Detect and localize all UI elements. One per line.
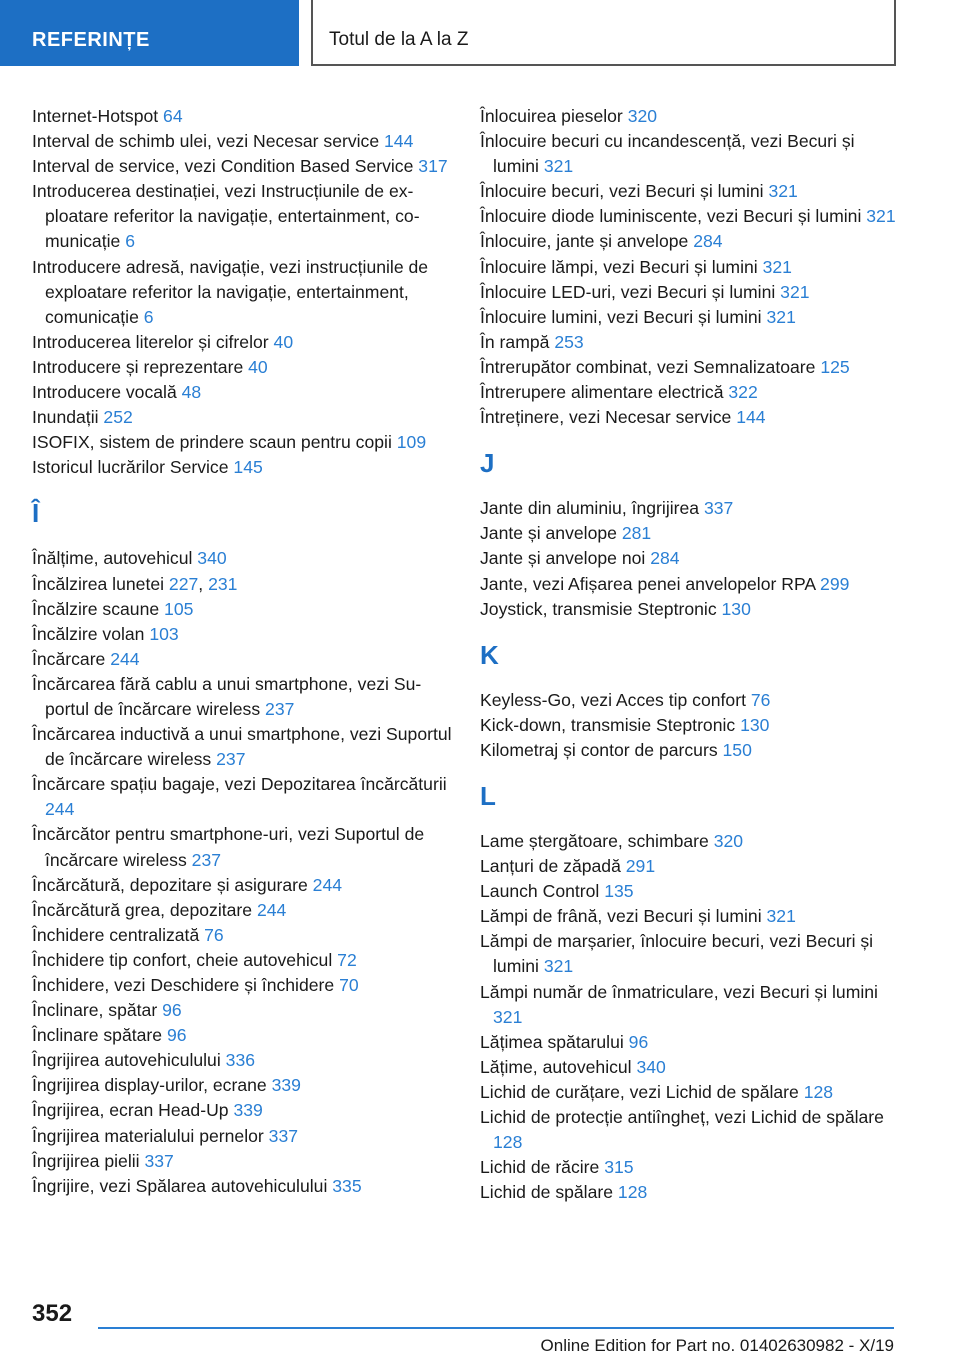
index-entry bbox=[32, 546, 452, 571]
index-term: Închidere centralizată bbox=[32, 924, 200, 945]
index-entry bbox=[32, 722, 452, 772]
index-entry bbox=[32, 647, 452, 672]
index-term: Introducerea literelor și cifrelor bbox=[32, 331, 269, 352]
index-entry bbox=[32, 430, 452, 455]
index-entry bbox=[480, 1105, 900, 1155]
chapter-title: Totul de la A la Z bbox=[311, 0, 896, 66]
page-reference-link[interactable]: 321 bbox=[766, 906, 796, 927]
index-term: Înlocuire becuri, vezi Becuri și lumini bbox=[480, 181, 764, 202]
page-reference-link[interactable]: 128 bbox=[617, 1182, 648, 1203]
page-reference-link[interactable]: 48 bbox=[181, 382, 202, 403]
page-reference-link[interactable]: 237 bbox=[191, 849, 222, 870]
index-term: Jante și anvelope bbox=[480, 523, 617, 544]
index-column-left bbox=[32, 104, 452, 1199]
page-reference-link[interactable]: 231 bbox=[208, 573, 238, 594]
page-reference-link[interactable]: 321 bbox=[766, 306, 796, 327]
index-entry bbox=[480, 929, 900, 979]
page-reference-link[interactable]: 291 bbox=[625, 856, 656, 877]
index-term: Înclinare, spătar bbox=[32, 1000, 158, 1021]
page-reference-link[interactable]: 244 bbox=[110, 648, 140, 669]
index-term: Înlocuire LED-uri, vezi Becuri și lumini bbox=[480, 281, 776, 302]
index-term: Îngrijirea, ecran Head-Up bbox=[32, 1100, 229, 1121]
index-term: Îngrijirea display-urilor, ecrane bbox=[32, 1075, 267, 1096]
index-entry bbox=[480, 1080, 900, 1105]
index-term: Joystick, transmisie Steptronic bbox=[480, 598, 717, 619]
index-term: Înlocuire becuri cu incandescență, vezi Becuri și lumini bbox=[480, 131, 855, 177]
index-entry bbox=[480, 280, 900, 305]
index-term: Inundații bbox=[32, 407, 99, 428]
page-reference-link[interactable]: 339 bbox=[271, 1075, 301, 1096]
page-reference-link[interactable]: 253 bbox=[554, 331, 584, 352]
index-term: Încălzire volan bbox=[32, 623, 145, 644]
index-term: Launch Control bbox=[480, 881, 600, 902]
page-reference-link[interactable]: 105 bbox=[164, 598, 194, 619]
page-reference-link[interactable]: 299 bbox=[820, 573, 850, 594]
index-entry bbox=[480, 1155, 900, 1180]
page-reference-link[interactable]: 40 bbox=[273, 331, 294, 352]
index-entry bbox=[480, 546, 900, 571]
page-reference-link[interactable]: 130 bbox=[721, 598, 751, 619]
page-reference-link[interactable]: 322 bbox=[728, 382, 758, 403]
index-term: Introducere vocală bbox=[32, 382, 177, 403]
index-term: Încărcarea fără cablu a unui smartphone, vezi Suportul de încărcare wireless bbox=[32, 673, 422, 719]
page-reference-link[interactable]: 336 bbox=[225, 1050, 256, 1071]
index-term: Îngrijirea materialului pernelor bbox=[32, 1125, 264, 1146]
index-entry bbox=[32, 998, 452, 1023]
page-reference-link[interactable]: 340 bbox=[636, 1056, 666, 1077]
index-entry bbox=[480, 572, 900, 597]
index-term: Înclinare spătare bbox=[32, 1025, 163, 1046]
page-reference-link[interactable]: 128 bbox=[493, 1132, 523, 1153]
page-reference-link[interactable]: 237 bbox=[265, 698, 295, 719]
index-entry bbox=[32, 948, 452, 973]
index-entry bbox=[32, 129, 452, 154]
index-entry bbox=[480, 355, 900, 380]
page-reference-link[interactable]: 145 bbox=[233, 457, 263, 478]
index-entry bbox=[480, 1055, 900, 1080]
index-term: Îngrijirea autovehiculului bbox=[32, 1050, 221, 1071]
index-term: Închidere, vezi Deschidere și închidere bbox=[32, 975, 335, 995]
index-term: Încărcare bbox=[32, 648, 106, 669]
index-entry bbox=[32, 1098, 452, 1123]
page-reference-link[interactable]: 321 bbox=[762, 256, 792, 277]
index-term: Încărcătură, depozitare și asigurare bbox=[32, 874, 308, 895]
index-entry bbox=[32, 330, 452, 355]
page-reference-link[interactable]: 227 bbox=[168, 573, 199, 594]
index-term: ISOFIX, sistem de prindere scaun pentru copii bbox=[32, 432, 392, 453]
index-entry bbox=[480, 980, 900, 1030]
page-reference-link[interactable]: 321 bbox=[543, 156, 574, 177]
index-term: Interval de schimb ulei, vezi Necesar service bbox=[32, 131, 380, 152]
index-term: Jante din aluminiu, îngrijirea bbox=[480, 498, 700, 519]
index-term: Jante, vezi Afișarea penei anvelopelor RPA bbox=[480, 573, 816, 594]
index-entry bbox=[32, 622, 452, 647]
index-entry bbox=[32, 597, 452, 622]
index-term: Încărcare spațiu bagaje, vezi Depozitarea încărcăturii bbox=[32, 774, 447, 795]
page-reference-link[interactable]: 244 bbox=[256, 899, 287, 920]
index-term: Internet-Hotspot bbox=[32, 106, 159, 126]
page-reference-link[interactable]: 244 bbox=[312, 874, 343, 895]
index-term: Îngrijirea pielii bbox=[32, 1150, 140, 1171]
index-entry bbox=[32, 255, 452, 330]
index-term: Înlocuire diode luminiscente, vezi Becuri și lumini bbox=[480, 206, 862, 227]
page-reference-link[interactable]: 76 bbox=[204, 924, 224, 945]
page-reference-link[interactable]: 321 bbox=[780, 281, 810, 302]
index-column-right bbox=[480, 104, 900, 1205]
index-entry bbox=[32, 179, 452, 254]
index-term: Înlocuirea pieselor bbox=[480, 106, 623, 126]
index-entry bbox=[32, 822, 452, 872]
index-letter-heading: L bbox=[480, 780, 496, 811]
index-term: Lățimea spătarului bbox=[480, 1031, 624, 1052]
index-term: Încărcător pentru smartphone-uri, vezi Suportul de încărcare wireless bbox=[32, 824, 425, 870]
index-entry bbox=[480, 330, 900, 355]
index-term: Lichid de răcire bbox=[480, 1157, 600, 1178]
page-reference-link[interactable]: 135 bbox=[604, 881, 634, 902]
page-reference-link[interactable]: 76 bbox=[750, 689, 771, 710]
index-term: Înlocuire, jante și anvelope bbox=[480, 231, 689, 252]
index-term: Istoricul lucrărilor Service bbox=[32, 457, 229, 478]
index-entry bbox=[32, 898, 452, 923]
page-reference-link[interactable]: 335 bbox=[332, 1175, 362, 1196]
index-term: Interval de service, vezi Condition Based Service bbox=[32, 156, 414, 177]
page-reference-link[interactable]: 109 bbox=[396, 432, 427, 453]
page-reference-link[interactable]: 337 bbox=[703, 498, 734, 519]
index-entry bbox=[32, 405, 452, 430]
index-entry bbox=[32, 1073, 452, 1098]
index-entry bbox=[32, 154, 452, 179]
index-entry bbox=[32, 873, 452, 898]
index-entry bbox=[32, 772, 452, 822]
index-term: Introducerea destinației, vezi Instrucțiunile de exploatare referitor la navigație, entertainment, comunicație bbox=[32, 181, 420, 252]
index-entry bbox=[480, 854, 900, 879]
index-term: Încălzirea lunetei bbox=[32, 573, 165, 594]
page-reference-link[interactable]: 96 bbox=[166, 1025, 187, 1046]
index-term: Lichid de curățare, vezi Lichid de spălare bbox=[480, 1081, 799, 1102]
page-number: 352 bbox=[32, 1300, 73, 1327]
index-entry bbox=[480, 305, 900, 330]
index-entry bbox=[480, 521, 900, 546]
index-term: Lămpi număr de înmatriculare, vezi Becuri și lumini bbox=[480, 981, 878, 1002]
index-term: Înlocuire lumini, vezi Becuri și lumini bbox=[480, 306, 762, 327]
index-term: Kick-down, transmisie Steptronic bbox=[480, 714, 736, 735]
index-entry bbox=[480, 204, 900, 229]
page-reference-link[interactable]: 337 bbox=[268, 1125, 299, 1146]
page-reference-link[interactable]: 96 bbox=[162, 1000, 182, 1021]
page-reference-link[interactable]: 144 bbox=[736, 407, 766, 428]
index-entry bbox=[32, 104, 452, 129]
index-term: Întrerupere alimentare electrică bbox=[480, 382, 724, 403]
index-term: Întreținere, vezi Necesar service bbox=[480, 407, 732, 428]
index-entry bbox=[32, 1048, 452, 1073]
page-reference-link[interactable]: 150 bbox=[722, 739, 752, 760]
index-term: Încărcătură grea, depozitare bbox=[32, 899, 253, 920]
index-term: Încărcarea inductivă a unui smartphone, vezi Suportul de încărcare wireless bbox=[32, 724, 452, 770]
page-reference-link[interactable]: 317 bbox=[418, 156, 448, 177]
index-term: Lămpi de frână, vezi Becuri și lumini bbox=[480, 906, 762, 927]
index-letter-heading: Î bbox=[32, 498, 40, 529]
index-entry bbox=[480, 1030, 900, 1055]
index-entry bbox=[480, 597, 900, 622]
page-reference-link[interactable]: 144 bbox=[384, 131, 414, 152]
page-reference-link[interactable]: 128 bbox=[803, 1081, 834, 1102]
page-reference-link[interactable]: 237 bbox=[216, 749, 246, 770]
index-letter-heading: J bbox=[480, 448, 495, 479]
index-term: Introducere și reprezentare bbox=[32, 356, 244, 377]
page-reference-link[interactable]: 320 bbox=[627, 106, 658, 126]
index-entry bbox=[32, 1149, 452, 1174]
index-term: Jante și anvelope noi bbox=[480, 548, 646, 569]
index-entry bbox=[480, 1180, 900, 1205]
page-reference-link[interactable]: 64 bbox=[163, 106, 183, 126]
page-reference-link[interactable]: 252 bbox=[103, 407, 133, 428]
index-entry bbox=[480, 179, 900, 204]
index-term: Introducere adresă, navigație, vezi instrucțiunile de exploatare referitor la navigație, entertainment, comunicație bbox=[32, 256, 429, 327]
index-entry bbox=[480, 904, 900, 929]
page-reference-link[interactable]: 320 bbox=[713, 830, 744, 851]
index-letter-heading: K bbox=[480, 639, 499, 670]
index-term: Închidere tip confort, cheie autovehicul bbox=[32, 949, 333, 970]
section-title: REFERINȚE bbox=[0, 0, 299, 66]
index-entry bbox=[480, 713, 900, 738]
page-reference-link[interactable]: 96 bbox=[628, 1031, 649, 1052]
index-term: Lichid de protecție antiîngheț, vezi Lichid de spălare bbox=[480, 1107, 884, 1127]
index-entry bbox=[480, 405, 900, 430]
index-term: Lanțuri de zăpadă bbox=[480, 856, 621, 877]
index-term: Kilometraj și contor de parcurs bbox=[480, 739, 718, 760]
index-entry bbox=[32, 1124, 452, 1149]
page-reference-link[interactable]: 284 bbox=[650, 548, 680, 569]
index-term: Lame ștergătoare, schimbare bbox=[480, 830, 709, 851]
index-entry bbox=[480, 255, 900, 280]
index-entry bbox=[32, 923, 452, 948]
page-reference-link[interactable]: 337 bbox=[144, 1150, 174, 1171]
index-entry bbox=[32, 1174, 452, 1199]
index-entry: Încălzirea lunetei 227, 231 bbox=[32, 573, 238, 594]
page-reference-link[interactable]: 40 bbox=[248, 356, 268, 377]
index-entry bbox=[32, 672, 452, 722]
index-entry bbox=[480, 688, 900, 713]
index-entry bbox=[480, 380, 900, 405]
page-reference-link[interactable]: 6 bbox=[143, 306, 154, 327]
index-entry bbox=[480, 129, 900, 179]
index-term: Keyless-Go, vezi Acces tip confort bbox=[480, 689, 746, 710]
index-entry bbox=[32, 355, 452, 380]
index-entry bbox=[480, 104, 900, 129]
page-header bbox=[0, 0, 960, 66]
index-entry bbox=[32, 973, 452, 998]
page-reference-link[interactable]: 340 bbox=[197, 548, 227, 569]
page-reference-link[interactable]: 244 bbox=[45, 799, 75, 820]
page-reference-link[interactable]: 130 bbox=[740, 714, 770, 735]
page-reference-link[interactable]: 72 bbox=[337, 949, 357, 970]
index-term: Întrerupător combinat, vezi Semnalizatoare bbox=[480, 356, 816, 377]
index-term: Lămpi de marșarier, înlocuire becuri, vezi Becuri și lumini bbox=[480, 931, 874, 977]
index-term: Lățime, autovehicul bbox=[480, 1056, 632, 1077]
index-entry bbox=[480, 879, 900, 904]
page-reference-link[interactable]: 321 bbox=[543, 956, 574, 977]
footer-divider bbox=[98, 1327, 894, 1329]
page-reference-link[interactable]: 321 bbox=[768, 181, 798, 202]
index-entry bbox=[32, 380, 452, 405]
page-reference-link[interactable]: 339 bbox=[233, 1100, 263, 1121]
index-term: Lichid de spălare bbox=[480, 1182, 614, 1203]
page-reference-link[interactable]: 281 bbox=[621, 523, 652, 544]
page-reference-link[interactable]: 315 bbox=[604, 1157, 634, 1178]
page-reference-link[interactable]: 70 bbox=[339, 975, 359, 995]
page-reference-link[interactable]: 6 bbox=[125, 231, 135, 252]
page-reference-link[interactable]: 125 bbox=[820, 356, 850, 377]
index-entry bbox=[32, 455, 452, 480]
index-entry bbox=[480, 829, 900, 854]
index-term: Înălțime, autovehicul bbox=[32, 548, 193, 569]
index-term: În rampă bbox=[480, 331, 550, 352]
index-entry bbox=[480, 229, 900, 254]
page-reference-link[interactable]: 284 bbox=[693, 231, 723, 252]
index-term: Încălzire scaune bbox=[32, 598, 160, 619]
index-term: Îngrijire, vezi Spălarea autovehiculului bbox=[32, 1175, 328, 1196]
index-entry bbox=[480, 496, 900, 521]
page-reference-link[interactable]: 321 bbox=[866, 206, 896, 227]
index-term: Înlocuire lămpi, vezi Becuri și lumini bbox=[480, 256, 758, 277]
page-reference-link[interactable]: 103 bbox=[149, 623, 179, 644]
index-entry bbox=[32, 1023, 452, 1048]
page-reference-link[interactable]: 321 bbox=[493, 1006, 523, 1027]
index-entry bbox=[480, 738, 900, 763]
footer-edition: Online Edition for Part no. 01402630982 - X/19 bbox=[540, 1336, 894, 1355]
